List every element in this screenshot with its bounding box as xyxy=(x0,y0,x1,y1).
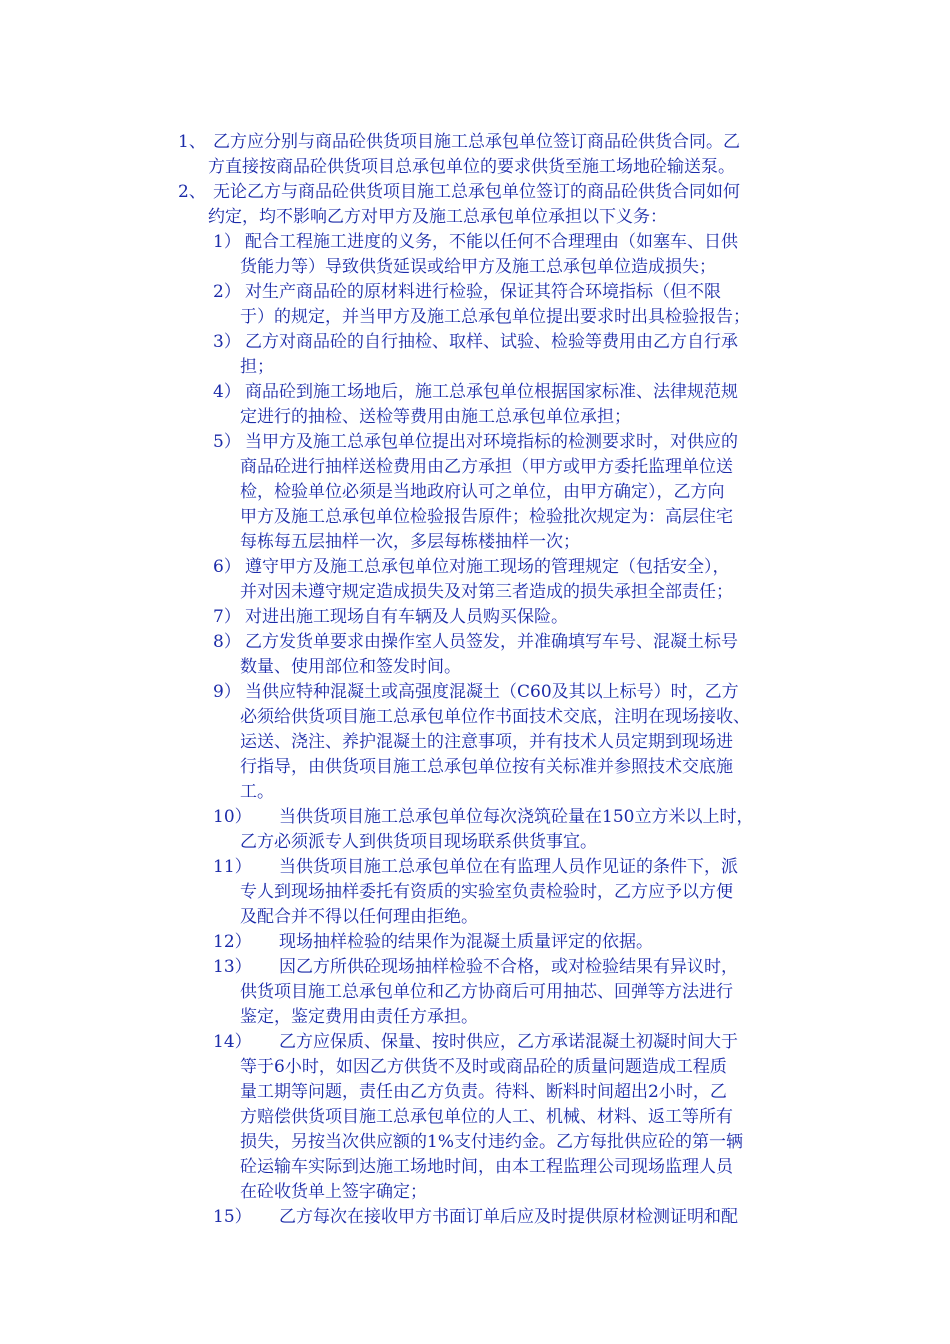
item-number: 13） xyxy=(213,957,252,977)
item-text-line: 在砼收货单上签字确定； xyxy=(240,1182,427,1202)
item-number: 10） xyxy=(213,807,252,827)
item-text-line: 方赔偿供货项目施工总承包单位的人工、机械、材料、返工等所有 xyxy=(240,1107,733,1127)
item-text-line: 量工期等问题，责任由乙方负责。待料、断料时间超出2小时，乙 xyxy=(240,1082,727,1102)
item-number: 7） xyxy=(213,607,241,627)
item-text-line: 行指导，由供货项目施工总承包单位按有关标准并参照技术交底施 xyxy=(240,757,733,777)
item-text-line: 并对因未遵守规定造成损失及对第三者造成的损失承担全部责任； xyxy=(240,582,733,602)
item-text-line: 甲方及施工总承包单位检验报告原件；检验批次规定为：高层住宅 xyxy=(240,507,733,527)
item-text-line: 检，检验单位必须是当地政府认可之单位，由甲方确定），乙方向 xyxy=(240,482,725,502)
item-number: 4） xyxy=(213,382,241,402)
item-number: 14） xyxy=(213,1032,252,1052)
item-text-line: 鉴定，鉴定费用由责任方承担。 xyxy=(240,1007,478,1027)
item-number: 2、 xyxy=(178,182,206,202)
item-text-line: 商品砼进行抽样送检费用由乙方承担（甲方或甲方委托监理单位送 xyxy=(240,457,733,477)
item-text-line: 数量、使用部位和签发时间。 xyxy=(240,657,461,677)
item-text-line: 当供货项目施工总承包单位每次浇筑砼量在150立方米以上时， xyxy=(279,807,754,827)
item-text-line: 无论乙方与商品砼供货项目施工总承包单位签订的商品砼供货合同如何 xyxy=(213,182,740,202)
item-number: 1） xyxy=(213,232,241,252)
item-text-line: 及配合并不得以任何理由拒绝。 xyxy=(240,907,478,927)
item-text-line: 方直接按商品砼供货项目总承包单位的要求供货至施工场地砼输送泵。 xyxy=(208,157,735,177)
item-text-line: 运送、浇注、养护混凝土的注意事项，并有技术人员定期到现场进 xyxy=(240,732,733,752)
item-text-line: 等于6小时，如因乙方供货不及时或商品砼的质量问题造成工程质 xyxy=(240,1057,727,1077)
item-text-line: 每栋每五层抽样一次，多层每栋楼抽样一次； xyxy=(240,532,580,552)
item-text-line: 乙方应保质、保量、按时供应，乙方承诺混凝土初凝时间大于 xyxy=(279,1032,738,1052)
item-number: 2） xyxy=(213,282,241,302)
item-text-line: 于）的规定，并当甲方及施工总承包单位提出要求时出具检验报告； xyxy=(240,307,750,327)
item-text-line: 对进出施工现场自有车辆及人员购买保险。 xyxy=(245,607,568,627)
item-number: 6） xyxy=(213,557,241,577)
item-number: 9） xyxy=(213,682,241,702)
item-text-line: 当供货项目施工总承包单位在有监理人员作见证的条件下，派 xyxy=(279,857,738,877)
item-text-line: 当甲方及施工总承包单位提出对环境指标的检测要求时，对供应的 xyxy=(245,432,738,452)
item-number: 11） xyxy=(213,857,252,877)
item-text-line: 砼运输车实际到达施工场地时间，由本工程监理公司现场监理人员 xyxy=(240,1157,733,1177)
item-number: 5） xyxy=(213,432,241,452)
item-text-line: 当供应特种混凝土或高强度混凝土（C60及其以上标号）时，乙方 xyxy=(245,682,739,702)
item-text-line: 担； xyxy=(240,357,274,377)
item-text-line: 现场抽样检验的结果作为混凝土质量评定的依据。 xyxy=(279,932,653,952)
item-text-line: 供货项目施工总承包单位和乙方协商后可用抽芯、回弹等方法进行 xyxy=(240,982,733,1002)
item-text-line: 约定，均不影响乙方对甲方及施工总承包单位承担以下义务： xyxy=(208,207,667,227)
item-text-line: 遵守甲方及施工总承包单位对施工现场的管理规定（包括安全）， xyxy=(245,557,730,577)
item-text-line: 必须给供货项目施工总承包单位作书面技术交底，注明在现场接收、 xyxy=(240,707,750,727)
item-number: 15） xyxy=(213,1207,252,1227)
item-text-line: 工。 xyxy=(240,782,274,802)
item-text-line: 乙方对商品砼的自行抽检、取样、试验、检验等费用由乙方自行承 xyxy=(245,332,738,352)
item-text-line: 乙方每次在接收甲方书面订单后应及时提供原材检测证明和配 xyxy=(279,1207,738,1227)
item-number: 12） xyxy=(213,932,252,952)
item-text-line: 货能力等）导致供货延误或给甲方及施工总承包单位造成损失； xyxy=(240,257,716,277)
item-text-line: 乙方必须派专人到供货项目现场联系供货事宜。 xyxy=(240,832,597,852)
item-text-line: 乙方应分别与商品砼供货项目施工总承包单位签订商品砼供货合同。乙 xyxy=(213,132,740,152)
item-text-line: 损失，另按当次供应额的1%支付违约金。乙方每批供应砼的第一辆 xyxy=(240,1132,743,1152)
item-text-line: 配合工程施工进度的义务，不能以任何不合理理由（如塞车、日供 xyxy=(245,232,738,252)
item-text-line: 对生产商品砼的原材料进行检验，保证其符合环境指标（但不限 xyxy=(245,282,721,302)
item-text-line: 专人到现场抽样委托有资质的实验室负责检验时，乙方应予以方便 xyxy=(240,882,733,902)
item-number: 1、 xyxy=(178,132,206,152)
item-text-line: 乙方发货单要求由操作室人员签发，并准确填写车号、混凝土标号 xyxy=(245,632,738,652)
item-text-line: 因乙方所供砼现场抽样检验不合格，或对检验结果有异议时， xyxy=(279,957,738,977)
item-number: 3） xyxy=(213,332,241,352)
item-text-line: 定进行的抽检、送检等费用由施工总承包单位承担； xyxy=(240,407,631,427)
item-number: 8） xyxy=(213,632,241,652)
item-text-line: 商品砼到施工场地后，施工总承包单位根据国家标准、法律规范规 xyxy=(245,382,738,402)
